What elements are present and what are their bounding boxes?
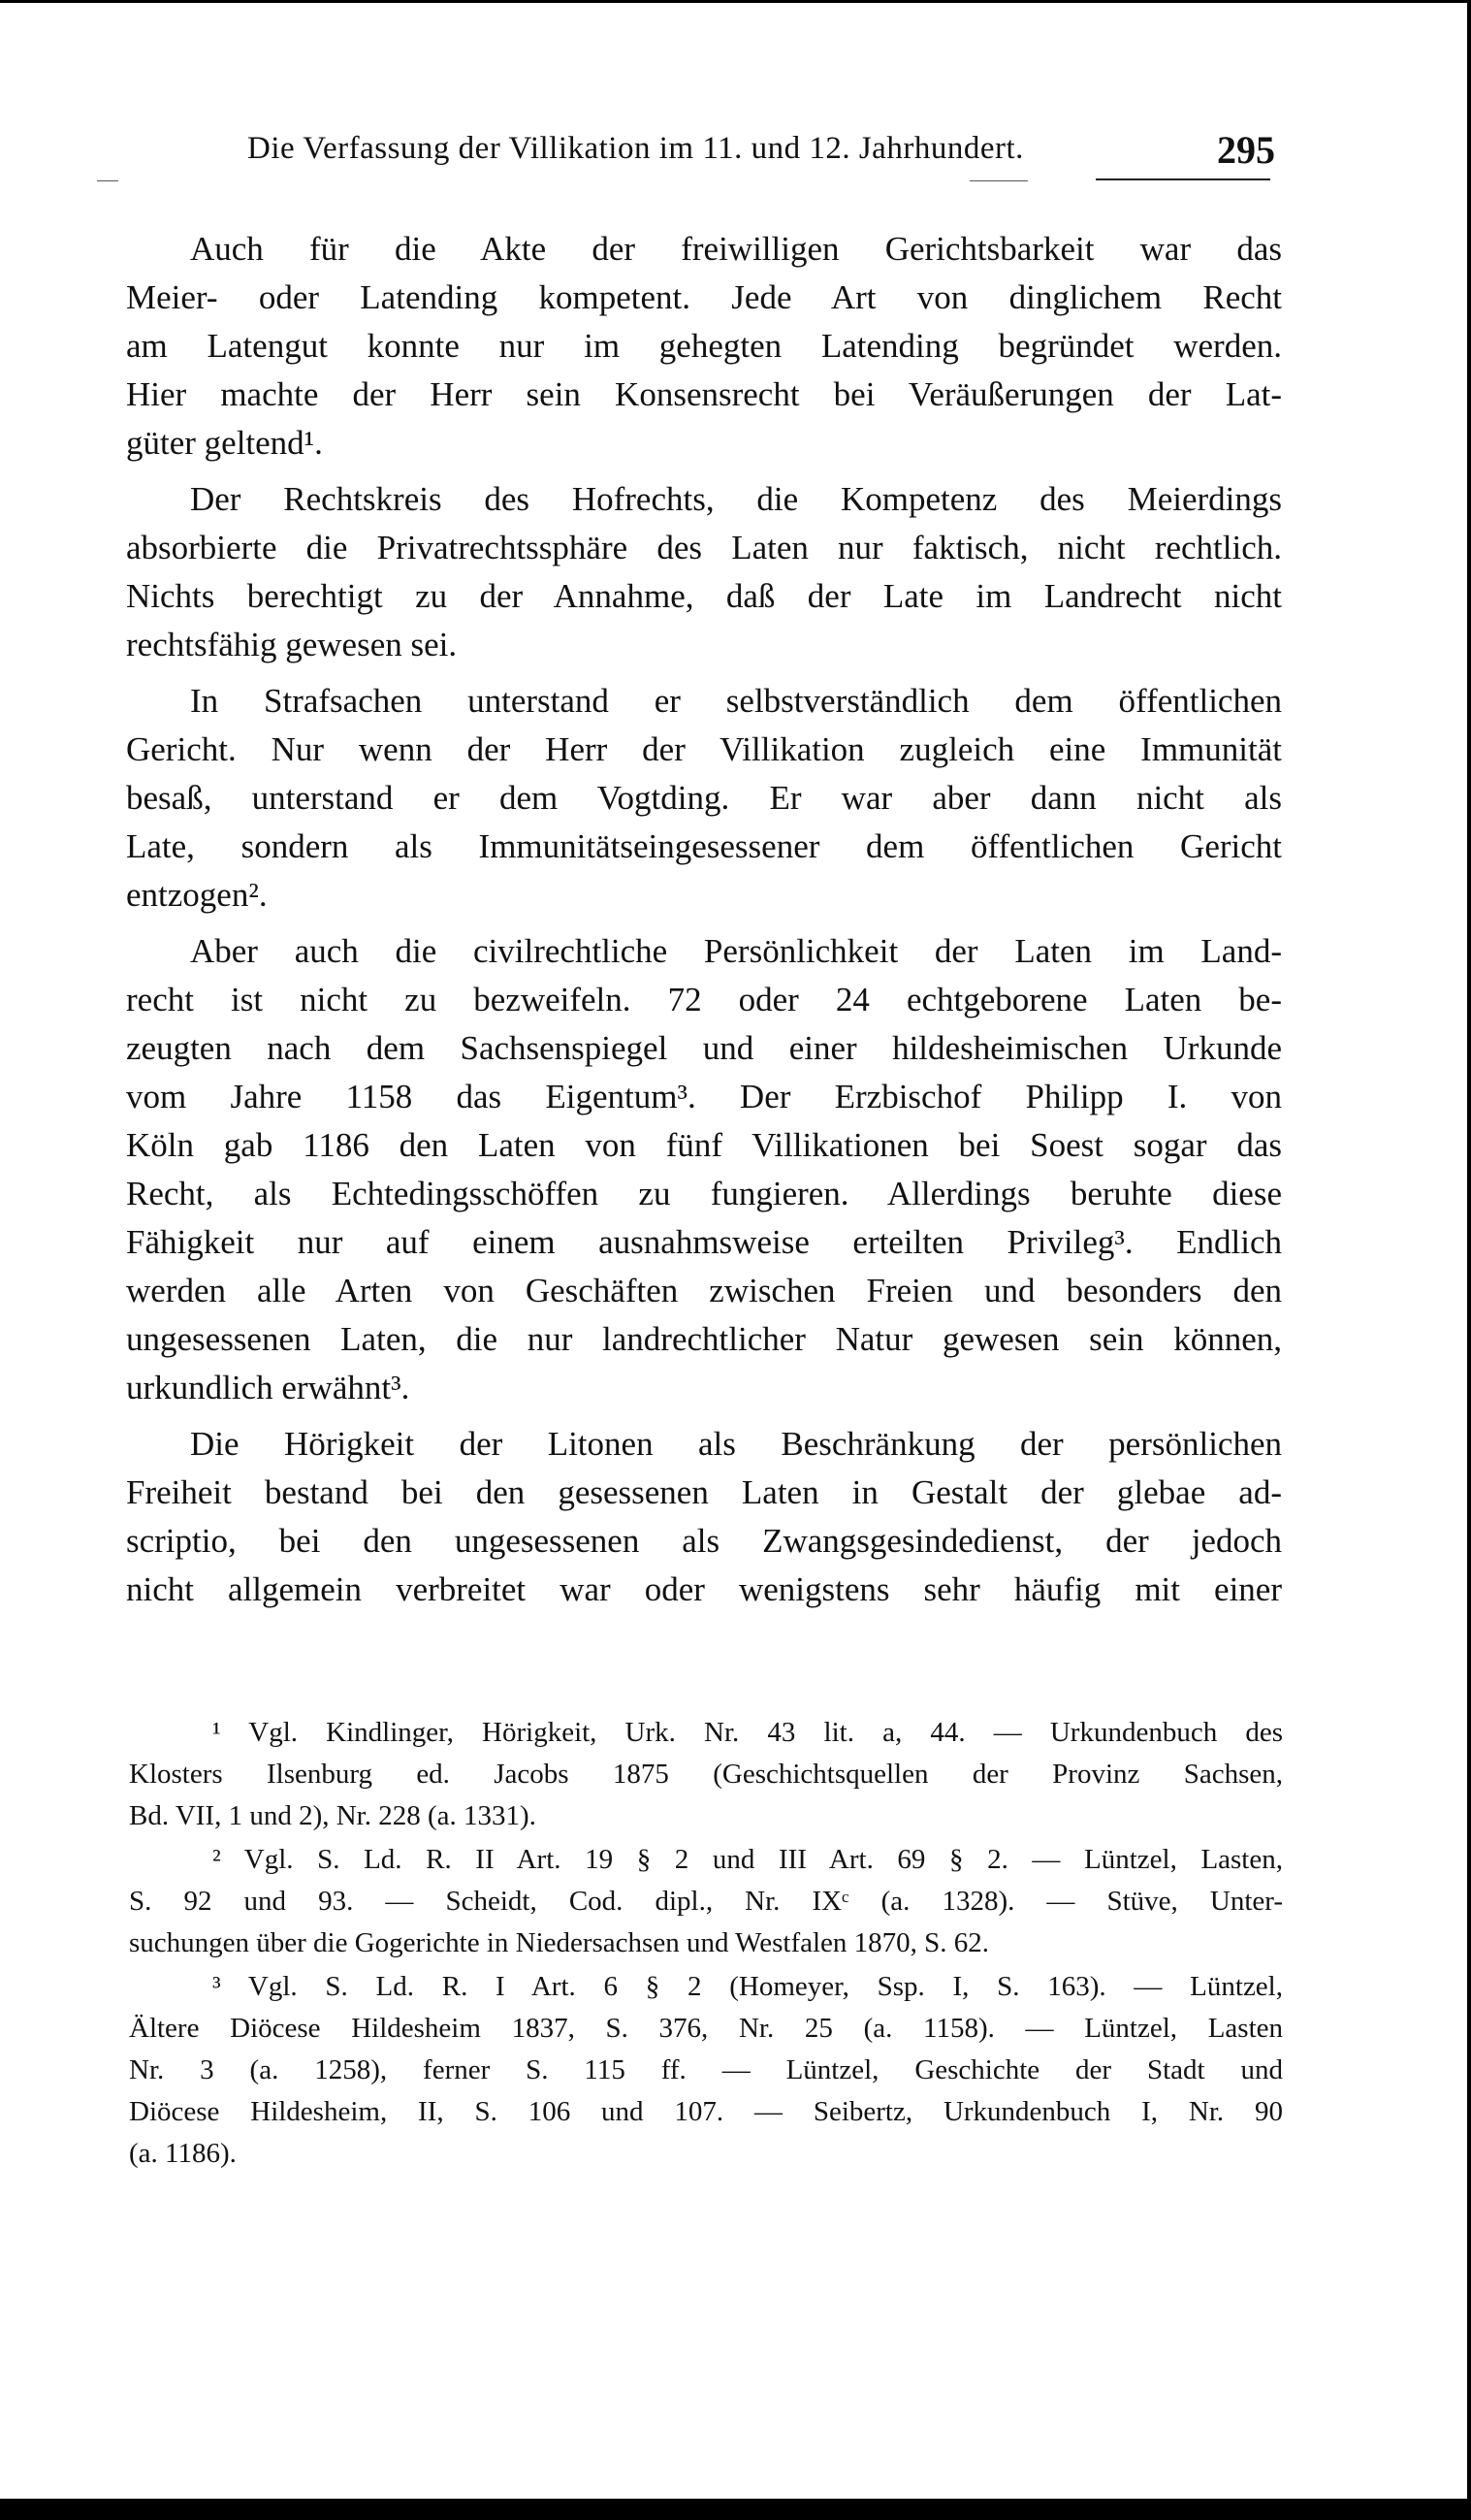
main-text — [126, 225, 1282, 1622]
footnote-1 — [129, 1712, 1283, 1837]
footnote-line: Nr. 3 (a. 1258), ferner S. 115 ff. — Lüntzel, Geschichte der Stadt und — [129, 2054, 1283, 2085]
paragraph — [126, 225, 1282, 468]
text-line: ungesessenen Laten, die nur landrechtlicher Natur gewesen sein können, — [126, 1320, 1282, 1358]
text-line: vom Jahre 1158 das Eigentum³. Der Erzbischof Philipp I. von — [126, 1078, 1282, 1115]
running-title: Die Verfassung der Villikation im 11. und 12. Jahrhundert. — [247, 131, 1024, 166]
footnote-line: ³ Vgl. S. Ld. R. I Art. 6 § 2 (Homeyer, Ssp. I, S. 163). — Lüntzel, — [212, 1971, 1283, 2002]
text-line: werden alle Arten von Geschäften zwischen Freien und besonders den — [126, 1272, 1282, 1309]
text-line: am Latengut konnte nur im gehegten Latending begründet werden. — [126, 327, 1282, 365]
text-line: recht ist nicht zu bezweifeln. 72 oder 24 echtgeborene Laten be- — [126, 981, 1282, 1018]
scan-border-top — [0, 0, 1471, 3]
footnote-line: S. 92 und 93. — Scheidt, Cod. dipl., Nr. IXᶜ (a. 1328). — Stüve, Unter- — [129, 1886, 1283, 1917]
text-line: besaß, unterstand er dem Vogtding. Er war aber dann nicht als — [126, 779, 1282, 817]
text-line: rechtsfähig gewesen sei. — [126, 626, 458, 663]
text-line: Köln gab 1186 den Laten von fünf Villikationen bei Soest sogar das — [126, 1126, 1282, 1164]
footnote-line: Diöcese Hildesheim, II, S. 106 und 107. — Seibertz, Urkundenbuch I, Nr. 90 — [129, 2096, 1283, 2127]
paragraph — [126, 1420, 1282, 1614]
scan-border-bottom — [0, 2499, 1471, 2520]
paragraph — [126, 475, 1282, 669]
text-line: entzogen². — [126, 876, 268, 914]
footnotes — [129, 1712, 1283, 2177]
text-line: Meier- oder Latending kompetent. Jede Art von dinglichem Recht — [126, 278, 1282, 316]
text-line: Late, sondern als Immunitätseingesessener dem öffentlichen Gericht — [126, 827, 1282, 865]
text-line: Gericht. Nur wenn der Herr der Villikation zugleich eine Immunität — [126, 730, 1282, 768]
text-line: scriptio, bei den ungesessenen als Zwangsgesindedienst, der jedoch — [126, 1522, 1282, 1560]
text-line: Hier machte der Herr sein Konsensrecht bei Veräußerungen der Lat- — [126, 375, 1282, 413]
footnote-line: Bd. VII, 1 und 2), Nr. 228 (a. 1331). — [129, 1800, 536, 1831]
text-line: zeugten nach dem Sachsenspiegel und einer hildesheimischen Urkunde — [126, 1029, 1282, 1067]
footnote-line: (a. 1186). — [129, 2138, 237, 2169]
text-line: urkundlich erwähnt³. — [126, 1369, 410, 1406]
text-line: Freiheit bestand bei den gesessenen Laten in Gestalt der glebae ad- — [126, 1473, 1282, 1511]
text-line: Nichts berechtigt zu der Annahme, daß der Late im Landrecht nicht — [126, 577, 1282, 615]
footnote-3 — [129, 1966, 1283, 2175]
text-line: nicht allgemein verbreitet war oder wenigstens sehr häufig mit einer — [126, 1570, 1282, 1608]
text-line: Recht, als Echtedingsschöffen zu fungieren. Allerdings beruhte diese — [126, 1175, 1282, 1212]
scan-border-right — [1467, 0, 1471, 2520]
text-line: In Strafsachen unterstand er selbstverständlich dem öffentlichen — [190, 682, 1282, 720]
text-line: Fähigkeit nur auf einem ausnahmsweise erteilten Privileg³. Endlich — [126, 1223, 1282, 1261]
footnote-2 — [129, 1839, 1283, 1964]
footnote-line: Klosters Ilsenburg ed. Jacobs 1875 (Geschichtsquellen der Provinz Sachsen, — [129, 1759, 1283, 1790]
header-rule — [1096, 178, 1270, 180]
text-line: Auch für die Akte der freiwilligen Gerichtsbarkeit war das — [190, 230, 1282, 268]
text-line: absorbierte die Privatrechtssphäre des Laten nur faktisch, nicht rechtlich. — [126, 529, 1282, 566]
running-header — [247, 128, 1275, 179]
header-rule-fragment — [970, 180, 1028, 181]
footnote-line: ² Vgl. S. Ld. R. II Art. 19 § 2 und III Art. 69 § 2. — Lüntzel, Lasten, — [212, 1844, 1283, 1875]
text-line: güter geltend¹. — [126, 424, 323, 462]
text-line: Die Hörigkeit der Litonen als Beschränkung der persönlichen — [190, 1425, 1282, 1463]
footnote-line: suchungen über die Gogerichte in Niedersachsen und Westfalen 1870, S. 62. — [129, 1927, 990, 1958]
footnote-line: ¹ Vgl. Kindlinger, Hörigkeit, Urk. Nr. 43 lit. a, 44. — Urkundenbuch des — [212, 1717, 1283, 1748]
text-line: Aber auch die civilrechtliche Persönlichkeit der Laten im Land- — [190, 932, 1282, 970]
header-rule-fragment — [97, 180, 118, 181]
text-line: Der Rechtskreis des Hofrechts, die Kompetenz des Meierdings — [190, 480, 1282, 518]
paragraph — [126, 677, 1282, 920]
page-number: 295 — [1217, 128, 1275, 172]
paragraph — [126, 927, 1282, 1412]
footnote-line: Ältere Diöcese Hildesheim 1837, S. 376, Nr. 25 (a. 1158). — Lüntzel, Lasten — [129, 2013, 1283, 2044]
